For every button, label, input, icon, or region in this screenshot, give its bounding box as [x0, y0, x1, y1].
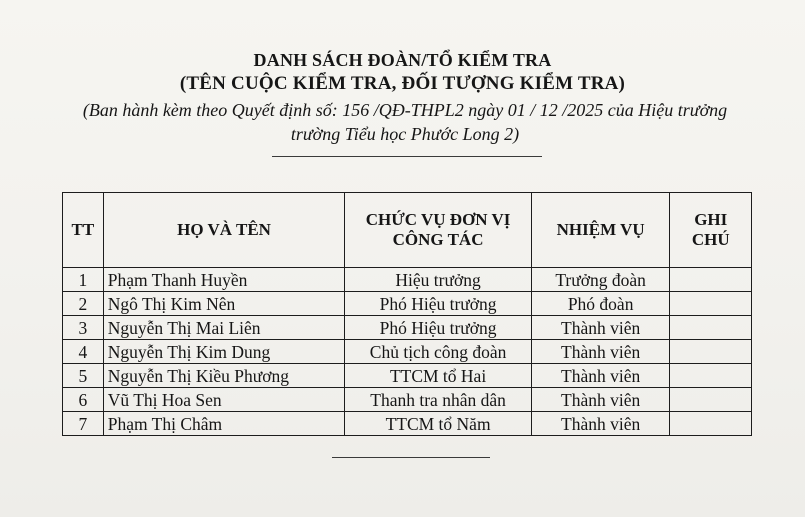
cell-duty: Thành viên — [531, 340, 670, 364]
cell-tt: 6 — [63, 388, 104, 412]
cell-name: Phạm Thị Châm — [103, 412, 345, 436]
cell-tt: 1 — [63, 268, 104, 292]
cell-tt: 7 — [63, 412, 104, 436]
closing-divider — [332, 457, 490, 458]
cell-note — [670, 412, 752, 436]
cell-position: Phó Hiệu trưởng — [345, 316, 532, 340]
document-title-scope: (TÊN CUỘC KIỂM TRA, ĐỐI TƯỢNG KIỂM TRA) — [179, 73, 626, 94]
table-row — [63, 268, 752, 292]
cell-tt: 4 — [63, 340, 104, 364]
header-name: HỌ VÀ TÊN — [103, 193, 345, 268]
document-subtitle: (Ban hành kèm theo Quyết định số: 156 /QĐ-THPL2 ngày 01 / 12 /2025 của Hiệu trưởng trường Tiểu học Phước Long 2) — [82, 100, 728, 144]
cell-duty: Thành viên — [531, 388, 670, 412]
header-position: CHỨC VỤ ĐƠN VỊ CÔNG TÁC — [345, 193, 532, 268]
cell-duty: Phó đoàn — [531, 292, 670, 316]
document-title: DANH SÁCH ĐOÀN/TỔ KIỂM TRA — [253, 50, 552, 70]
table-row — [63, 388, 752, 412]
cell-name: Nguyễn Thị Mai Liên — [103, 316, 345, 340]
table-row — [63, 340, 752, 364]
cell-position: TTCM tổ Năm — [345, 412, 532, 436]
header-tt: TT — [63, 193, 104, 268]
cell-duty: Thành viên — [531, 412, 670, 436]
cell-note — [670, 340, 752, 364]
table-body — [63, 268, 752, 436]
cell-note — [670, 292, 752, 316]
table-header-row — [63, 193, 752, 268]
cell-position: Thanh tra nhân dân — [345, 388, 532, 412]
cell-name: Nguyễn Thị Kim Dung — [103, 340, 345, 364]
cell-note — [670, 388, 752, 412]
cell-tt: 2 — [63, 292, 104, 316]
cell-name: Ngô Thị Kim Nên — [103, 292, 345, 316]
header-note: GHI CHÚ — [670, 193, 752, 268]
cell-position: TTCM tổ Hai — [345, 364, 532, 388]
table-row — [63, 292, 752, 316]
cell-tt: 3 — [63, 316, 104, 340]
cell-note — [670, 268, 752, 292]
cell-position: Chủ tịch công đoàn — [345, 340, 532, 364]
cell-name: Nguyễn Thị Kiều Phương — [103, 364, 345, 388]
table-row — [63, 364, 752, 388]
cell-name: Phạm Thanh Huyền — [103, 268, 345, 292]
cell-position: Phó Hiệu trưởng — [345, 292, 532, 316]
header-duty: NHIỆM VỤ — [531, 193, 670, 268]
cell-position: Hiệu trưởng — [345, 268, 532, 292]
cell-note — [670, 364, 752, 388]
cell-duty: Thành viên — [531, 364, 670, 388]
members-table — [62, 192, 752, 436]
title-divider — [272, 156, 542, 157]
cell-duty: Trưởng đoàn — [531, 268, 670, 292]
cell-tt: 5 — [63, 364, 104, 388]
table-row — [63, 412, 752, 436]
cell-name: Vũ Thị Hoa Sen — [103, 388, 345, 412]
table-row — [63, 316, 752, 340]
cell-note — [670, 316, 752, 340]
cell-duty: Thành viên — [531, 316, 670, 340]
